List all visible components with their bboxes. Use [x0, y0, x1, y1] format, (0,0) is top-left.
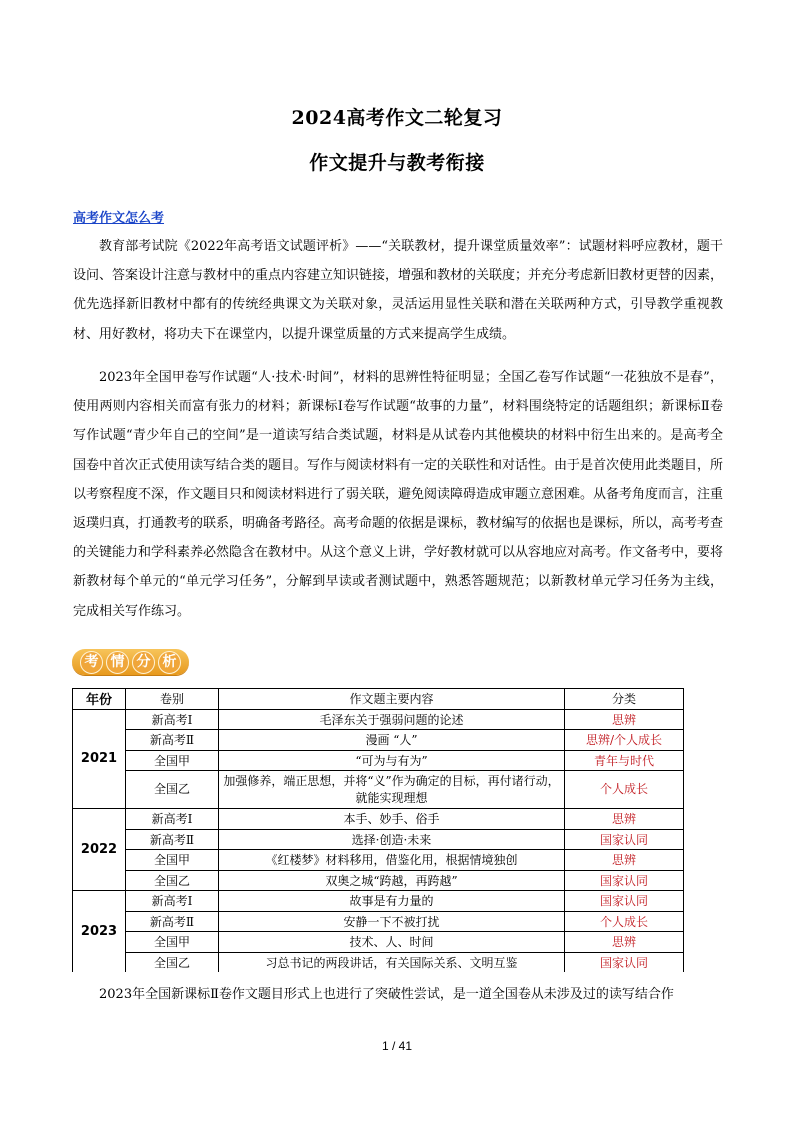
paragraph-1: 教育部考试院《2022年高考语文试题评析》——“关联教材，提升课堂质量效率”：试题材料呼应教材，题干设问、答案设计注意与教材中的重点内容建立知识链接，增强和教材的关联度；并充分考虑新旧教材更替的因素，优先选择新旧教材中都有的传统经典课文为关联对象，灵活运用显性关联和潜在关联两种方式，引导教学重视教材、用好教材，将功夫下在课堂内，以提升课堂质量的方式来提高学生成绩。 — [73, 239, 724, 342]
category-cell: 国家认同 — [565, 870, 684, 891]
table-row — [73, 850, 684, 871]
table-row — [73, 870, 684, 891]
paper-cell: 全国乙 — [126, 771, 219, 809]
year-cell: 2023 — [73, 891, 126, 973]
badge-char: 情 — [106, 651, 129, 674]
table-row — [73, 829, 684, 850]
table-row — [73, 709, 684, 730]
header-category: 分类 — [565, 689, 684, 710]
content-cell: 双奥之城“跨越，再跨越” — [219, 870, 565, 891]
badge-char: 分 — [132, 651, 155, 674]
paper-cell: 新高考Ⅰ — [126, 891, 219, 912]
table-row — [73, 952, 684, 972]
year-cell: 2021 — [73, 709, 126, 809]
content-cell: 加强修养，端正思想，并将“义”作为确定的目标，再付诸行动，就能实现理想 — [219, 771, 565, 809]
category-cell: 思辨 — [565, 850, 684, 871]
content-cell: 技术、人、时间 — [219, 932, 565, 953]
header-content: 作文题主要内容 — [219, 689, 565, 710]
section-heading-link[interactable]: 高考作文怎么考 — [73, 211, 165, 226]
content-cell: 漫画 “人” — [219, 730, 565, 751]
content-cell: “可为与有为” — [219, 750, 565, 771]
header-year: 年份 — [73, 689, 126, 710]
category-cell: 思辨 — [565, 809, 684, 830]
page-number: 1 / 41 — [381, 1039, 413, 1053]
paragraph-3: 2023年全国新课标Ⅱ卷作文题目形式上也进行了突破性尝试，是一道全国卷从未涉及过的读写结合作 — [99, 987, 674, 1002]
paper-cell: 全国乙 — [126, 870, 219, 891]
category-cell: 思辨/个人成长 — [565, 730, 684, 751]
category-cell: 思辨 — [565, 709, 684, 730]
paper-cell: 新高考Ⅰ — [126, 709, 219, 730]
category-cell: 思辨 — [565, 932, 684, 953]
paper-cell: 新高考Ⅱ — [126, 911, 219, 932]
table-row — [73, 809, 684, 830]
paper-cell: 新高考Ⅱ — [126, 730, 219, 751]
table-row — [73, 771, 684, 809]
content-cell: 本手、妙手、俗手 — [219, 809, 565, 830]
category-cell: 个人成长 — [565, 771, 684, 809]
year-cell: 2022 — [73, 809, 126, 891]
badge-char: 析 — [158, 651, 181, 674]
exam-analysis-badge — [72, 649, 189, 675]
table-row — [73, 730, 684, 751]
paper-cell: 全国甲 — [126, 932, 219, 953]
content-cell: 故事是有力量的 — [219, 891, 565, 912]
header-paper: 卷别 — [126, 689, 219, 710]
table-header-row — [73, 689, 684, 710]
category-cell: 国家认同 — [565, 829, 684, 850]
document-title: 2024高考作文二轮复习 — [291, 107, 503, 129]
table-row — [73, 891, 684, 912]
content-cell: 安静一下不被打扰 — [219, 911, 565, 932]
table-row — [73, 932, 684, 953]
document-subtitle: 作文提升与教考衔接 — [309, 152, 485, 174]
content-cell: 习总书记的两段讲话，有关国际关系、文明互鉴 — [219, 952, 565, 972]
content-cell: 毛泽东关于强弱问题的论述 — [219, 709, 565, 730]
exam-topics-table — [72, 688, 684, 972]
paper-cell: 全国甲 — [126, 750, 219, 771]
paper-cell: 全国乙 — [126, 952, 219, 972]
category-cell: 国家认同 — [565, 952, 684, 972]
category-cell: 青年与时代 — [565, 750, 684, 771]
paper-cell: 新高考Ⅰ — [126, 809, 219, 830]
content-cell: 《红楼梦》材料移用，借鉴化用，根据情境独创 — [219, 850, 565, 871]
content-cell: 选择·创造·未来 — [219, 829, 565, 850]
category-cell: 国家认同 — [565, 891, 684, 912]
paragraph-2: 2023年全国甲卷写作试题“人·技术·时间”，材料的思辨性特征明显；全国乙卷写作试题“一花独放不是春”，使用两则内容相关而富有张力的材料；新课标Ⅰ卷写作试题“故事的力量”，材料围绕特定的话题组织；新课标Ⅱ卷写作试题“青少年自己的空间”是一道读写结合类试题，材料是从试卷内其他模块的材料中衍生出来的。是高考全国卷中首次正式使用读写结合类的题目。写作与阅读材料有一定的关联性和对话性。由于是首次使用此类题目，所以考察程度不深，作文题目只和阅读材料进行了弱关联，避免阅读障碍造成审题立意困难。从备考角度而言，注重返璞归真，打通教考的联系，明确备考路径。高考命题的依据是课标，教材编写的依据也是课标，所以，高考考查的关键能力和学科素养必然隐含在教材中。从这个意义上讲，学好教材就可以从容地应对高考。作文备考中，要将新教材每个单元的“单元学习任务”，分解到早读或者测试题中，熟悉答题规范；以新教材单元学习任务为主线，完成相关写作练习。 — [73, 370, 724, 619]
table-row — [73, 750, 684, 771]
category-cell: 个人成长 — [565, 911, 684, 932]
paper-cell: 全国甲 — [126, 850, 219, 871]
table-row — [73, 911, 684, 932]
badge-char: 考 — [80, 651, 103, 674]
paper-cell: 新高考Ⅱ — [126, 829, 219, 850]
